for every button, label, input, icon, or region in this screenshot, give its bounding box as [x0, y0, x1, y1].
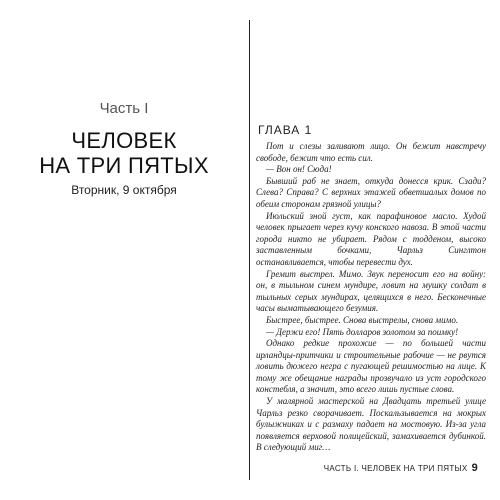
paragraph: Бывший раб не знает, откуда донесся крик. Сзади? Слева? Справа? С верхних этажей обветшалых домов по обеим сторонам грязной улицы?: [256, 175, 486, 209]
right-page: [256, 0, 486, 500]
left-page: [0, 0, 248, 500]
part-title: [0, 128, 248, 178]
part-title-line: ЧЕЛОВЕК: [71, 128, 177, 153]
part-title-line: НА ТРИ ПЯТЫХ: [39, 153, 209, 178]
paragraph: — Вон он! Сюда!: [266, 164, 332, 175]
part-label: Часть I: [99, 100, 149, 117]
chapter-body-text: [256, 141, 486, 454]
running-footer-title: ЧАСТЬ I. ЧЕЛОВЕК НА ТРИ ПЯТЫХ: [323, 464, 468, 473]
paragraph: Пот и слезы заливают лицо. Он бежит навстречу свободе, бежит что есть сил.: [256, 141, 486, 163]
running-footer: [324, 462, 478, 474]
paragraph: Быстрее, быстрее. Снова выстрелы, снова мимо.: [266, 314, 459, 325]
paragraph: У малярной мастерской на Двадцать третьей улице Чарльз резко сворачивает. Поскальзывается на мокрых булыжниках и с размаху падает на мостовую. Из-за угла появляется верховой полицейский, замахивается дубинкой. В следующий миг…: [256, 396, 486, 453]
paragraph: — Держи его! Пять долларов золотом за поимку!: [266, 326, 459, 337]
paragraph: Гремит выстрел. Мимо. Звук переносит его на войну: он, в тыльном синем мундире, ловит на мушку солдат в тыльных серых мундирах, целящихся в него. Бесконечные часы выматывающего безумия.: [256, 268, 486, 314]
chapter-heading: ГЛАВА 1: [258, 123, 313, 137]
page-number: 9: [471, 462, 478, 474]
paragraph: Июльский зной густ, как парафиновое масло. Худой человек прыгает через кучу конского навоза. В этой части города никто не убирает. Рядом с тодденом, высоко заставленным бочками, Чарльз Синглтон останавливается, чтобы перевести дух.: [256, 210, 486, 267]
paragraph: Однако редкие прохожие — по большей части ирландцы-притчики и строительные рабочие — не рвутся ловить дюжего негра с пугающей решимостью на лице. К тому же обещание награды прозвучало из уст городского констебля, а значит, это всего лишь пустые слова.: [256, 338, 486, 395]
page-gutter-divider: [249, 20, 250, 480]
part-date: Вторник, 9 октября: [71, 183, 177, 197]
